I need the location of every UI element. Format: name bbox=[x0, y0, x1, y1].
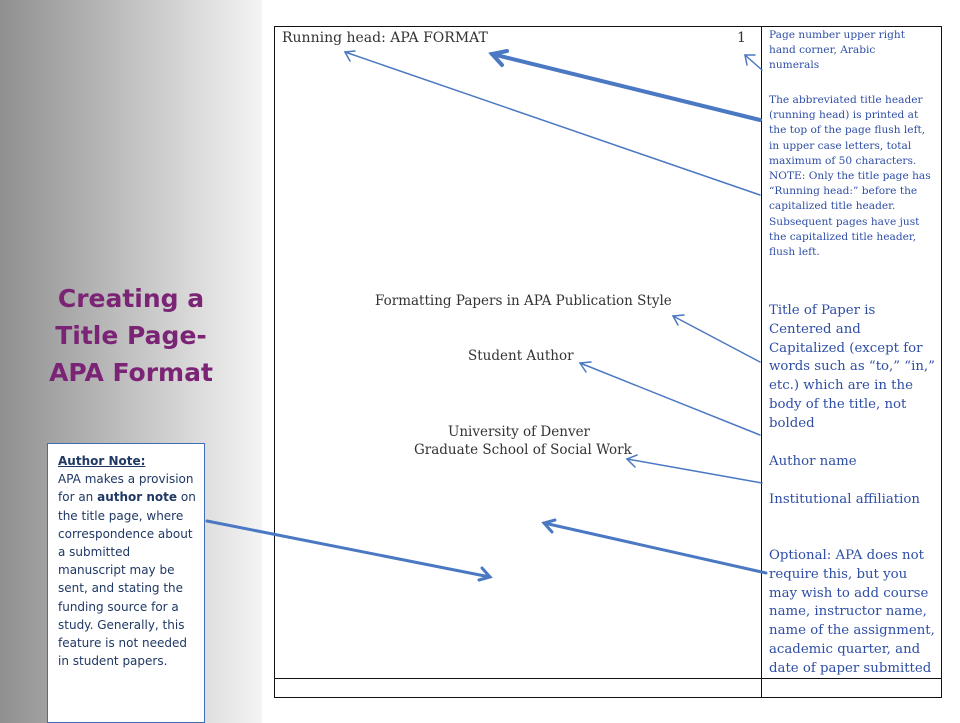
note-author-name: Author name bbox=[769, 454, 857, 469]
author-note-text-before: APA makes a provision for an bbox=[58, 472, 194, 505]
institution-line-1: University of Denver bbox=[447, 424, 591, 440]
arrow-running-head-bold bbox=[492, 51, 760, 120]
arrow-page-number bbox=[745, 55, 762, 70]
note-title: Title of Paper is Centered and Capitalized (except for words such as “to,” “in,” etc.) which are in the body of the title, not bolded bbox=[769, 303, 935, 431]
paper-title: Formatting Papers in APA Publication Style bbox=[375, 293, 672, 309]
author-note-text-after: on the title page, where correspondence about a submitted manuscript may be sent, and stating the funding source for a study. Generally, this feature is not needed in student papers. bbox=[58, 490, 196, 669]
note-optional: Optional: APA does not require this, but you may wish to add course name, instructor name, name of the assignment, academic quarter, and date of paper submitted bbox=[769, 548, 935, 676]
arrow-optional bbox=[544, 520, 766, 573]
note-running-head: The abbreviated title header (running head) is printed at the top of the page flush left, in upper case letters, total maximum of 50 characters. NOTE: Only the title page has “Running head:” before the capitalized title header. Subsequent pages have just the capitalized title header, flush left. bbox=[769, 94, 931, 259]
arrow-running-head-label bbox=[345, 51, 760, 195]
author-note-bold: author note bbox=[97, 490, 178, 505]
institution-line-2: Graduate School of Social Work bbox=[414, 442, 632, 458]
slide-title-line-1: Creating a bbox=[57, 284, 205, 313]
arrow-author-note bbox=[207, 521, 490, 580]
arrow-title bbox=[673, 315, 760, 362]
running-head: Running head: APA FORMAT bbox=[282, 30, 488, 46]
paper-author: Student Author bbox=[468, 348, 574, 364]
arrow-institution bbox=[627, 455, 762, 483]
note-institution: Institutional affiliation bbox=[769, 492, 920, 507]
slide-title-line-3: APA Format bbox=[49, 358, 213, 387]
page-number: 1 bbox=[737, 30, 746, 46]
note-page-number: Page number upper right hand corner, Arabic numerals bbox=[769, 29, 905, 72]
author-note-heading: Author Note: bbox=[58, 454, 146, 468]
arrow-author bbox=[580, 362, 760, 435]
slide-title-line-2: Title Page- bbox=[55, 321, 207, 350]
